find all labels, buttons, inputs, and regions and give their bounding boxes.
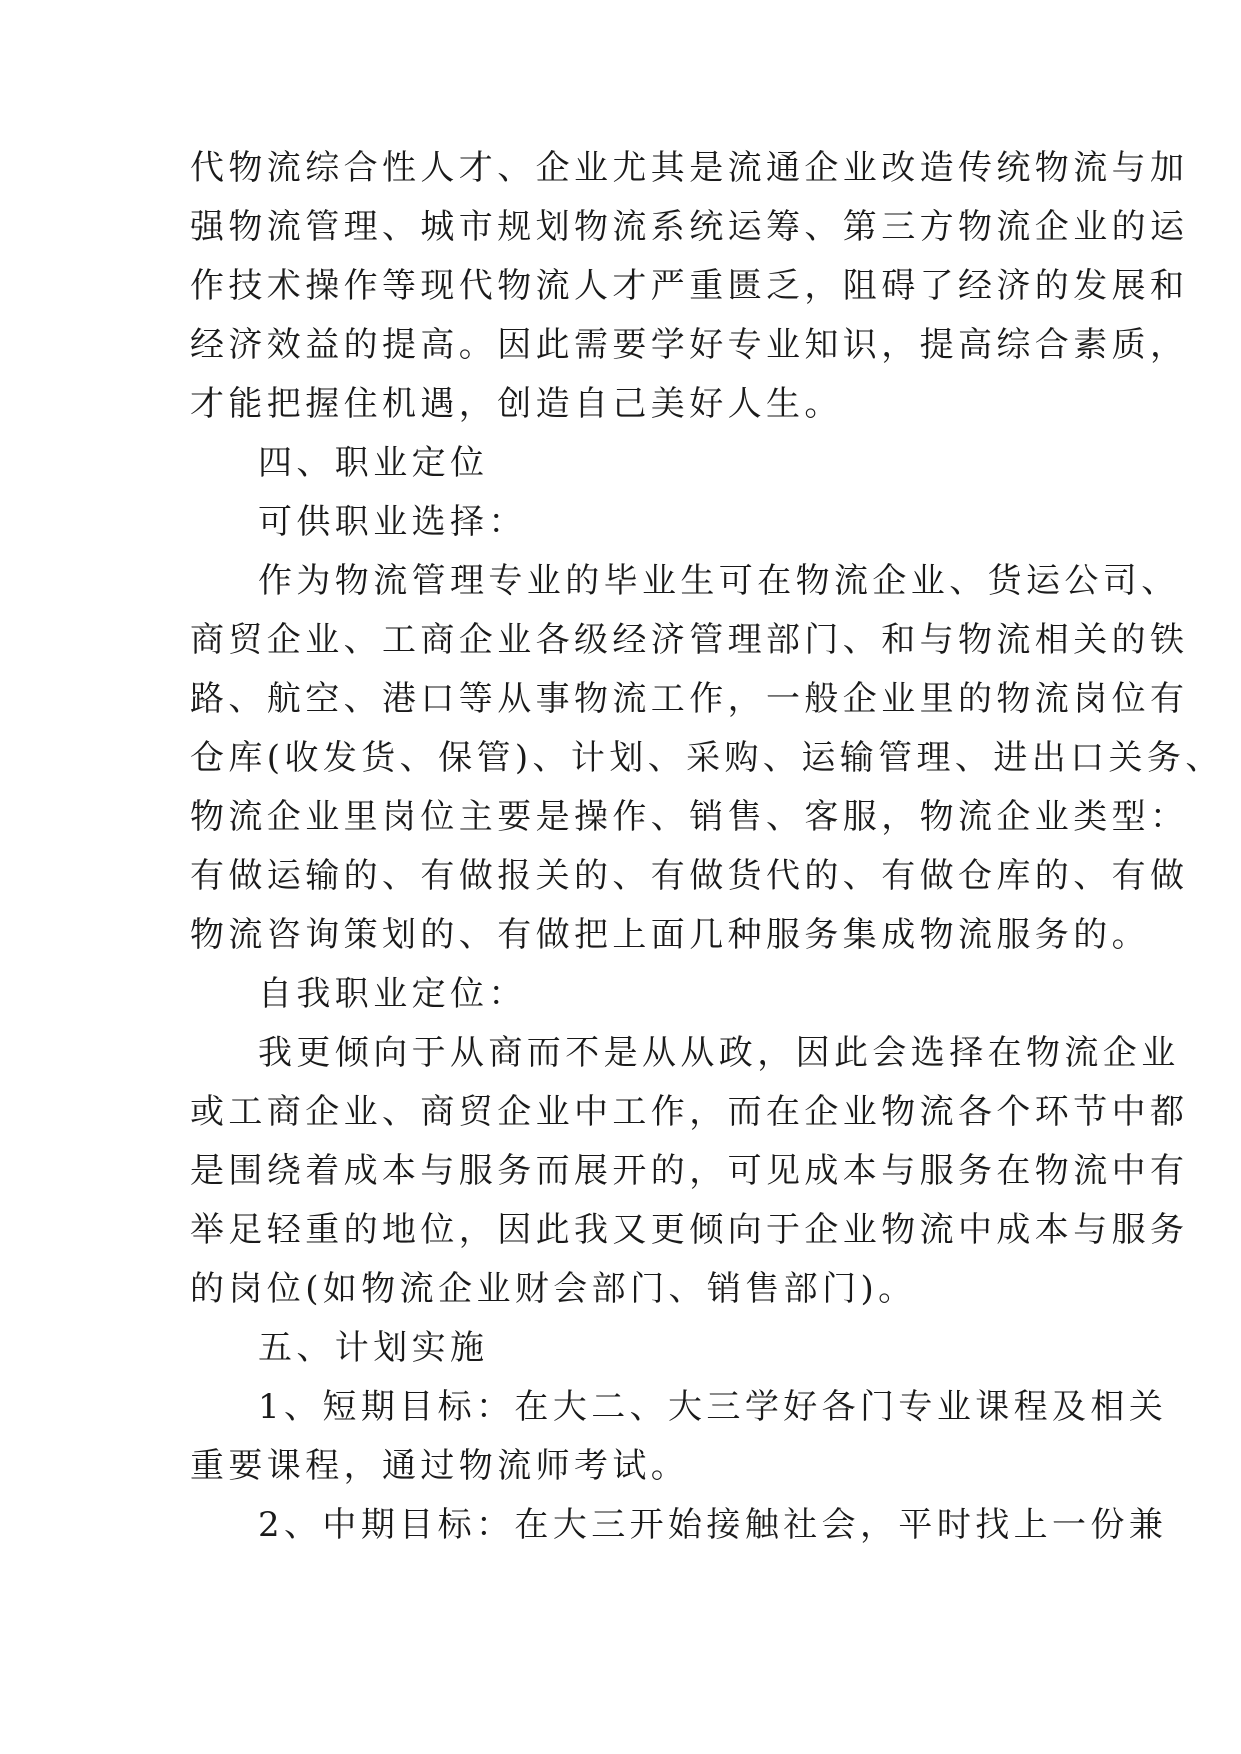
paragraph-line: 强物流管理、城市规划物流系统运筹、第三方物流企业的运 [190, 207, 1189, 247]
subheading: 可供职业选择： [258, 502, 527, 542]
paragraph-line: 作为物流管理专业的毕业生可在物流企业、货运公司、 [258, 561, 1180, 601]
paragraph-line: 商贸企业、工商企业各级经济管理部门、和与物流相关的铁 [190, 620, 1189, 660]
paragraph-line: 我更倾向于从商而不是从从政，因此会选择在物流企业 [258, 1033, 1180, 1073]
paragraph-line: 物流企业里岗位主要是操作、销售、客服，物流企业类型： [190, 797, 1189, 837]
paragraph-line: 1、短期目标：在大二、大三学好各门专业课程及相关 [258, 1387, 1168, 1427]
paragraph-line: 作技术操作等现代物流人才严重匮乏，阻碍了经济的发展和 [190, 266, 1189, 306]
paragraph-line: 经济效益的提高。因此需要学好专业知识，提高综合素质， [190, 325, 1189, 365]
paragraph-line: 才能把握住机遇，创造自己美好人生。 [190, 384, 843, 424]
paragraph-line: 举足轻重的地位，因此我又更倾向于企业物流中成本与服务 [190, 1210, 1189, 1250]
paragraph-line: 重要课程，通过物流师考试。 [190, 1446, 690, 1486]
paragraph-line: 有做运输的、有做报关的、有做货代的、有做仓库的、有做 [190, 856, 1189, 896]
paragraph-line: 物流咨询策划的、有做把上面几种服务集成物流服务的。 [190, 915, 1150, 955]
subheading: 自我职业定位： [258, 974, 527, 1014]
paragraph-line: 路、航空、港口等从事物流工作，一般企业里的物流岗位有 [190, 679, 1189, 719]
section-heading: 五、计划实施 [258, 1328, 489, 1368]
section-heading: 四、职业定位 [258, 443, 489, 483]
paragraph-line: 2、中期目标：在大三开始接触社会，平时找上一份兼 [258, 1505, 1168, 1545]
paragraph-line: 代物流综合性人才、企业尤其是流通企业改造传统物流与加 [190, 148, 1189, 188]
paragraph-line: 仓库(收发货、保管)、计划、采购、运输管理、进出口关务、 [190, 738, 1224, 778]
paragraph-line: 或工商企业、商贸企业中工作，而在企业物流各个环节中都 [190, 1092, 1189, 1132]
paragraph-line: 的岗位(如物流企业财会部门、销售部门)。 [190, 1269, 917, 1309]
paragraph-line: 是围绕着成本与服务而展开的，可见成本与服务在物流中有 [190, 1151, 1189, 1191]
